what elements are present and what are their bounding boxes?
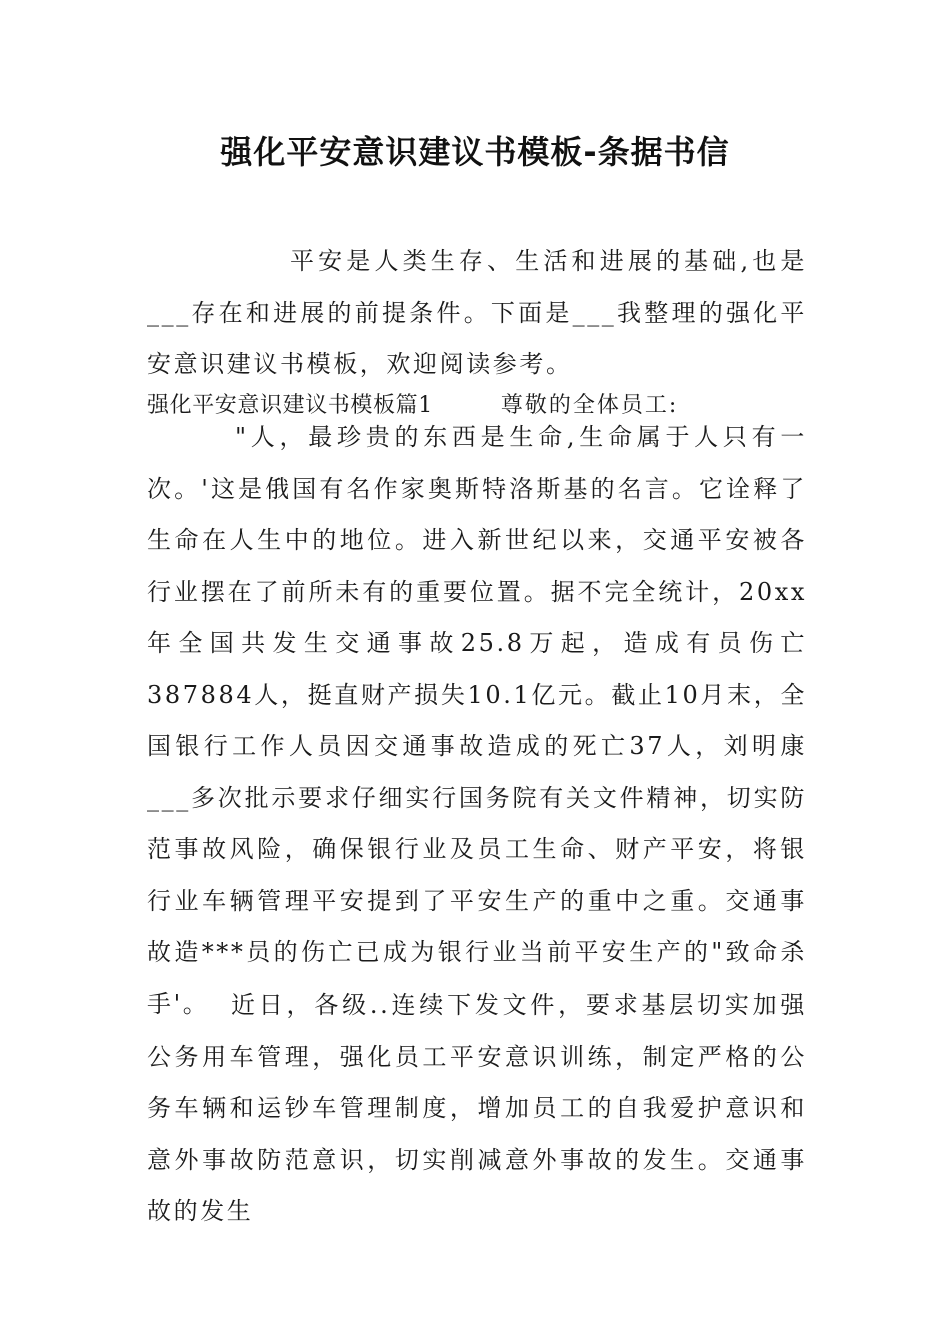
recent-paragraph: 近日，各级..连续下发文件，要求基层切实加强公务用车管理，强化员工平安意识训练，制定严格的公务车辆和运钞车管理制度，增加员工的自我爱护意识和意外事故防范意识，切实削减意外事故的发生。交通事故的发生 — [147, 991, 807, 1225]
document-title: 强化平安意识建议书模板-条据书信 — [220, 133, 730, 171]
section-heading: 强化平安意识建议书模板篇1 — [147, 393, 433, 418]
salutation: 尊敬的全体员工: — [500, 393, 679, 418]
intro-paragraph: 平安是人类生存、生活和进展的基础,也是___存在和进展的前提条件。下面是___我整理的强化平安意识建议书模板，欢迎阅读参考。 — [147, 247, 807, 378]
quote-paragraph: "人，最珍贵的东西是生命,生命属于人只有一次。'这是俄国有名作家奥斯特洛斯基的名言。它诠释了生命在人生中的地位。进入新世纪以来，交通平安被各行业摆在了前所未有的重要位置。据不完全统计，20xx年全国共发生交通事故25.8万起，造成有员伤亡387884人，挺直财产损失10.1亿元。截止10月末，全国银行工作人员因交通事故造成的死亡37人，刘明康___多次批示要求仔细实行国务院有关文件精神，切实防范事故风险，确保银行业及员工生命、财产平安，将银行业车辆管理平安提到了平安生产的重中之重。交通事故造***员的伤亡已成为银行业当前平安生产的"致命杀手'。 — [147, 423, 807, 1018]
